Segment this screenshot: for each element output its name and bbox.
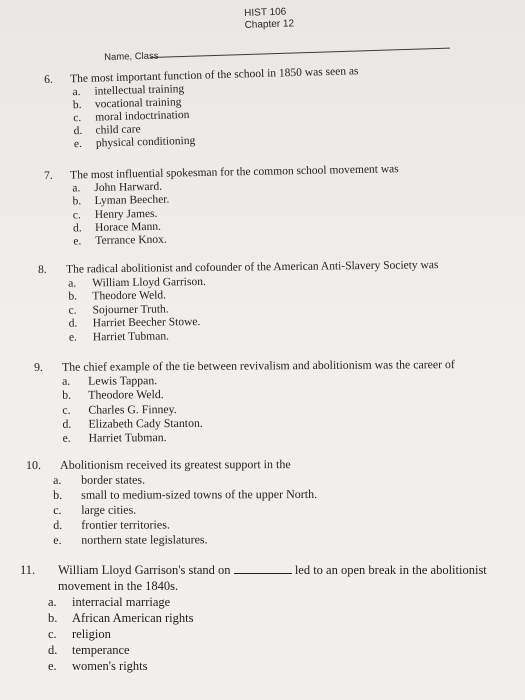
option-text: physical conditioning [95,134,196,150]
question-7 [44,163,400,249]
option-letter: a. [48,595,57,609]
question-10 [26,457,317,548]
course-code: HIST 106 [244,6,287,19]
option-text: Horace Mann. [95,220,162,234]
name-class-label: Name, Class [104,50,159,63]
question-number: 6. [44,73,53,86]
option-text: large cities. [81,502,137,517]
page-header [244,6,294,32]
option-letter: b. [68,290,78,303]
question-8 [38,259,439,345]
question-6 [44,65,360,152]
option-text: northern state legislatures. [81,532,208,547]
option-text: Harriet Tubman. [88,430,167,445]
option-letter: e. [48,659,57,673]
question-number: 9. [34,359,43,374]
option-letter: e. [73,137,83,151]
answer-blank [234,573,292,574]
option-letter: c. [72,208,81,222]
option-letter: e. [53,532,62,547]
option-letter: e. [62,430,71,445]
question-stem-line-2: movement in the 1840s. [58,579,179,593]
option-letter: e. [73,235,82,248]
option-text: small to medium-sized towns of the upper North. [81,486,318,502]
option-text: Lewis Tappan. [88,373,158,388]
option-letter: c. [68,304,77,317]
option-letter: b. [72,195,82,208]
option-letter: a. [68,277,77,290]
question-stem: William Lloyd Garrison's stand on [58,563,231,577]
question-9 [34,357,455,445]
option-text: Theodore Weld. [92,289,167,303]
question-stem: The radical abolitionist and cofounder of the American Anti-Slavery Society was [65,259,439,276]
option-letter: d. [68,317,78,331]
question-stem: The most important function of the school in 1850 was seen as [69,65,359,86]
question-11 [20,562,487,674]
question-stem: The chief example of the tie between revivalism and abolitionism was the career of [61,357,455,374]
option-letter: e. [68,331,77,344]
option-text: frontier territories. [81,517,170,532]
option-letter: c. [53,502,62,517]
question-number: 7. [44,169,53,182]
option-letter: c. [62,402,71,417]
option-text: border states. [81,472,146,487]
option-text: Harriet Tubman. [92,330,169,344]
option-text: intellectual training [94,83,185,98]
option-letter: b. [48,611,58,625]
option-letter: c. [73,111,82,125]
option-text: African American rights [72,611,194,625]
option-text: Theodore Weld. [88,387,164,403]
question-stem: Abolitionism received its greatest support in the [59,457,291,472]
question-number: 11. [20,563,36,577]
option-letter: d. [73,222,82,235]
option-letter: a. [72,85,81,99]
chapter-label: Chapter 12 [244,18,295,31]
option-letter: b. [62,388,72,403]
option-text: William Lloyd Garrison. [92,275,206,289]
option-letter: d. [62,416,72,431]
option-letter: a. [53,472,62,487]
option-letter: c. [48,627,57,641]
option-letter: b. [72,98,82,112]
option-text: John Harward. [94,180,163,195]
question-stem: The most influential spokesman for the common school movement was [69,163,399,182]
option-letter: d. [73,124,83,138]
option-letter: d. [53,517,63,532]
option-text: women's rights [72,659,148,673]
option-text: Henry James. [94,207,158,221]
option-text: child care [95,123,141,137]
option-text: Elizabeth Cady Stanton. [88,415,203,431]
option-text: Terrance Knox. [95,233,167,248]
option-text: religion [72,627,111,641]
option-letter: b. [53,487,63,502]
option-text: interracial marriage [72,595,171,609]
question-stem-continued: led to an open break in the abolitionist [294,563,487,577]
option-text: vocational training [94,96,182,111]
option-text: Harriet Beecher Stowe. [92,316,201,330]
option-text: Sojourner Truth. [92,303,169,317]
option-letter: a. [62,373,71,389]
option-text: temperance [72,643,130,657]
question-number: 10. [26,457,42,472]
option-letter: d. [48,643,58,657]
option-letter: a. [72,182,81,195]
option-text: Charles G. Finney. [88,401,177,417]
question-number: 8. [38,263,47,276]
name-class-blank-line [150,48,450,58]
option-text: moral indoctrination [95,108,190,124]
option-text: Lyman Beecher. [94,194,170,208]
